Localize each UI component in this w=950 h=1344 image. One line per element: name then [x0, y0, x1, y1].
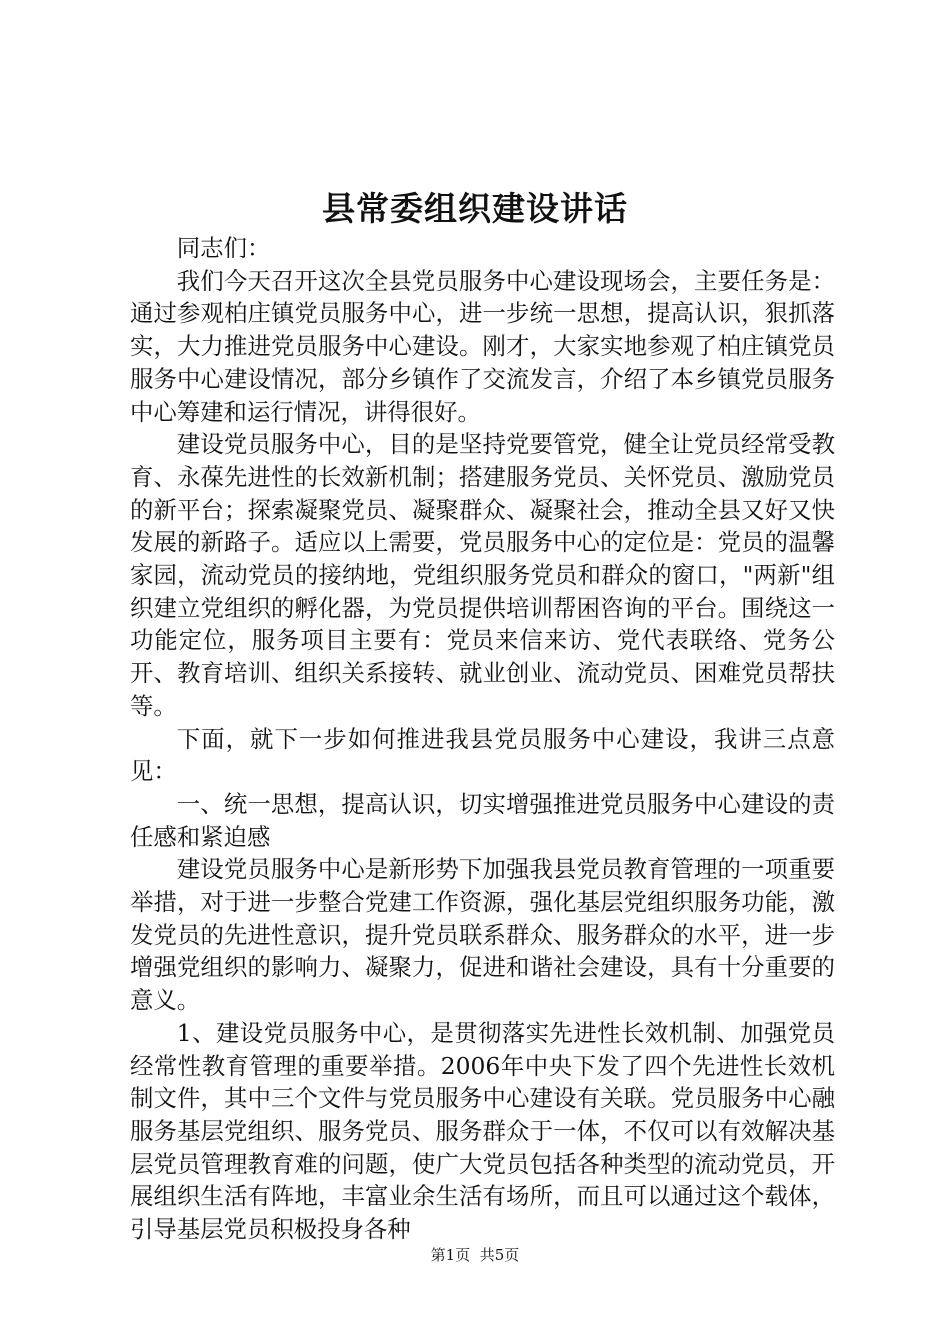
section-heading: 一、统一思想，提高认识，切实增强推进党员服务中心建设的责任感和紧迫感: [130, 789, 835, 851]
page-footer: [0, 1244, 950, 1266]
body-paragraph: 下面，就下一步如何推进我县党员服务中心建设，我讲三点意见：: [130, 724, 835, 786]
page-total: 共5页: [479, 1246, 520, 1264]
body-paragraph: 我们今天召开这次全县党员服务中心建设现场会，主要任务是：通过参观柏庄镇党员服务中心，进一步统一思想，提高认识，狠抓落实，大力推进党员服务中心建设。刚才，大家实地参观了柏庄镇党员服务中心建设情况，部分乡镇作了交流发言，介绍了本乡镇党员服务中心筹建和运行情况，讲得很好。: [130, 266, 835, 426]
body-paragraph: 建设党员服务中心，目的是坚持党要管党，健全让党员经常受教育、永葆先进性的长效新机制；搭建服务党员、关怀党员、激励党员的新平台；探索凝聚党员、凝聚群众、凝聚社会，推动全县又好又快发展的新路子。适应以上需要，党员服务中心的定位是：党员的温馨家园，流动党员的接纳地，党组织服务党员和群众的窗口，"两新"组织建立党组织的孵化器，为党员提供培训帮困咨询的平台。围绕这一功能定位，服务项目主要有：党员来信来访、党代表联络、党务公开、教育培训、组织关系接转、就业创业、流动党员、困难党员帮扶等。: [130, 430, 835, 720]
document-title: 县常委组织建设讲话: [322, 189, 628, 228]
body-paragraph: 1、建设党员服务中心，是贯彻落实先进性长效机制、加强党员经常性教育管理的重要举措。2006年中央下发了四个先进性长效机制文件，其中三个文件与党员服务中心建设有关联。党员服务中心融服务基层党组织、服务党员、服务群众于一体，不仅可以有效解决基层党员管理教育难的问题，使广大党员包括各种类型的流动党员，开展组织生活有阵地，丰富业余生活有场所，而且可以通过这个载体，引导基层党员积极投身各种: [130, 1018, 835, 1244]
document-body: [130, 232, 835, 1246]
body-paragraph: 建设党员服务中心是新形势下加强我县党员教育管理的一项重要举措，对于进一步整合党建工作资源，强化基层党组织服务功能，激发党员的先进性意识，提升党员联系群众、服务群众的水平，进一步增强党组织的影响力、凝聚力，促进和谐社会建设，具有十分重要的意义。: [130, 855, 835, 1015]
page-number: 第1页: [430, 1246, 471, 1264]
salutation-paragraph: 同志们：: [176, 234, 271, 262]
